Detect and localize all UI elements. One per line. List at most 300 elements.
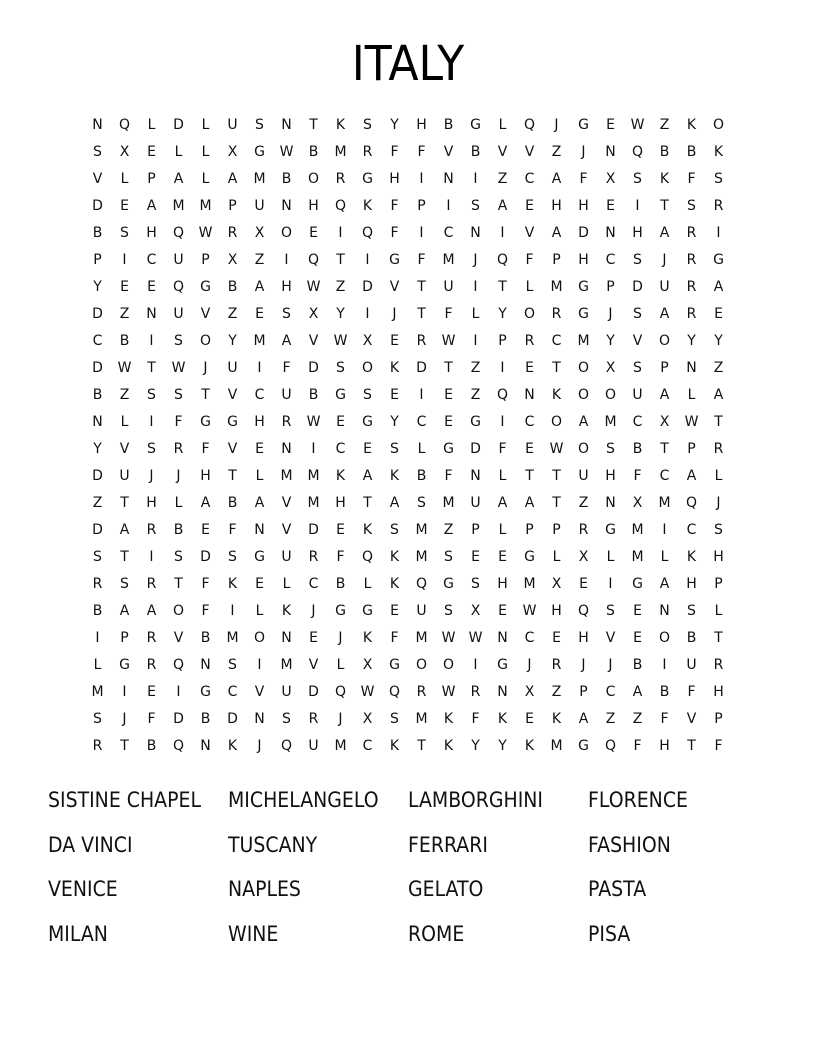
grid-letter: M (280, 657, 293, 673)
grid-letter: G (362, 171, 373, 187)
grid-letter: Q (172, 225, 185, 241)
grid-letter: O (523, 306, 536, 322)
grid-letter: B (200, 711, 211, 727)
grid-row (84, 463, 732, 490)
grid-letter: M (550, 279, 563, 295)
grid-letter: R (551, 306, 562, 322)
grid-letter: V (308, 333, 319, 349)
grid-letter: Z (227, 306, 238, 322)
grid-letter: P (552, 252, 561, 268)
grid-letter: B (146, 738, 157, 754)
grid-letter: H (578, 198, 589, 214)
grid-letter: A (146, 603, 157, 619)
grid-letter: Y (228, 333, 237, 349)
grid-letter: V (227, 441, 238, 457)
grid-letter: E (552, 630, 561, 646)
grid-letter: E (714, 306, 723, 322)
grid-letter: T (174, 576, 183, 592)
grid-letter: H (551, 198, 562, 214)
grid-row (84, 733, 732, 760)
grid-letter: G (200, 279, 211, 295)
grid-letter: G (200, 684, 211, 700)
grid-letter: D (227, 711, 238, 727)
grid-letter: I (500, 414, 505, 430)
grid-letter: S (147, 441, 156, 457)
grid-letter: F (201, 603, 210, 619)
grid-letter: J (554, 117, 559, 133)
grid-letter: B (308, 144, 319, 160)
grid-letter: R (713, 441, 724, 457)
grid-letter: R (551, 657, 562, 673)
grid-letter: S (390, 441, 399, 457)
grid-letter: L (687, 387, 696, 403)
grid-letter: B (92, 225, 103, 241)
grid-letter: N (254, 711, 265, 727)
grid-letter: L (606, 549, 615, 565)
grid-letter: F (417, 144, 426, 160)
grid-row (84, 166, 732, 193)
grid-letter: G (578, 306, 589, 322)
grid-letter: P (606, 279, 615, 295)
grid-letter: F (660, 711, 669, 727)
grid-letter: U (281, 549, 292, 565)
grid-letter: B (416, 468, 427, 484)
grid-letter: K (686, 117, 697, 133)
grid-letter: J (122, 711, 127, 727)
grid-letter: M (307, 468, 320, 484)
grid-letter: E (309, 225, 318, 241)
grid-letter: I (419, 225, 424, 241)
grid-letter: N (92, 414, 103, 430)
grid-letter: U (443, 279, 454, 295)
grid-letter: P (228, 198, 237, 214)
grid-letter: D (92, 360, 103, 376)
grid-letter: I (473, 279, 478, 295)
grid-row (84, 436, 732, 463)
grid-letter: D (92, 306, 103, 322)
grid-letter: N (200, 657, 211, 673)
grid-letter: V (632, 333, 643, 349)
grid-letter: N (281, 630, 292, 646)
grid-letter: Q (172, 657, 185, 673)
grid-letter: C (335, 441, 346, 457)
grid-letter: N (605, 495, 616, 511)
grid-letter: G (362, 603, 373, 619)
grid-letter: F (714, 738, 723, 754)
grid-letter: Y (687, 333, 696, 349)
grid-letter: O (604, 387, 617, 403)
grid-letter: C (632, 414, 643, 430)
grid-letter: T (552, 360, 561, 376)
grid-letter: E (255, 576, 264, 592)
grid-letter: X (362, 657, 373, 673)
grid-letter: K (281, 603, 292, 619)
grid-letter: Y (498, 738, 507, 754)
grid-letter: X (632, 495, 643, 511)
grid-letter: O (199, 333, 212, 349)
grid-letter: H (659, 738, 670, 754)
grid-row (84, 220, 732, 247)
grid-letter: M (91, 684, 104, 700)
grid-letter: A (632, 684, 643, 700)
grid-letter: N (524, 387, 535, 403)
grid-letter: A (362, 468, 373, 484)
grid-letter: L (120, 171, 129, 187)
grid-letter: M (631, 522, 644, 538)
grid-letter: H (389, 171, 400, 187)
grid-letter: W (171, 360, 186, 376)
grid-letter: S (120, 225, 129, 241)
grid-letter: T (498, 279, 507, 295)
grid-letter: V (524, 144, 535, 160)
grid-letter: F (633, 738, 642, 754)
grid-letter: L (336, 657, 345, 673)
grid-letter: D (308, 684, 319, 700)
grid-letter: E (390, 387, 399, 403)
grid-letter: N (92, 117, 103, 133)
grid-letter: W (306, 279, 321, 295)
grid-letter: H (551, 603, 562, 619)
grid-letter: T (363, 495, 372, 511)
grid-letter: S (363, 117, 372, 133)
grid-letter: J (716, 495, 721, 511)
grid-letter: R (146, 657, 157, 673)
grid-letter: N (686, 360, 697, 376)
grid-letter: B (632, 441, 643, 457)
grid-letter: O (280, 225, 293, 241)
grid-letter: S (147, 387, 156, 403)
grid-letter: T (228, 468, 237, 484)
grid-row (84, 706, 732, 733)
grid-letter: K (389, 576, 400, 592)
grid-letter: X (362, 711, 373, 727)
grid-letter: O (577, 360, 590, 376)
grid-letter: N (281, 117, 292, 133)
grid-letter: Z (335, 279, 346, 295)
grid-letter: E (606, 198, 615, 214)
grid-row (84, 328, 732, 355)
grid-letter: D (200, 549, 211, 565)
grid-letter: F (390, 198, 399, 214)
grid-letter: A (686, 468, 697, 484)
grid-letter: G (470, 117, 481, 133)
grid-letter: L (282, 576, 291, 592)
word-bank-item: FASHION (588, 832, 671, 857)
grid-letter: T (552, 495, 561, 511)
grid-letter: I (473, 657, 478, 673)
grid-letter: S (633, 252, 642, 268)
grid-letter: V (227, 387, 238, 403)
grid-row (84, 679, 732, 706)
grid-letter: P (417, 198, 426, 214)
grid-row (84, 409, 732, 436)
grid-letter: L (714, 468, 723, 484)
grid-letter: E (147, 144, 156, 160)
grid-letter: A (524, 495, 535, 511)
grid-letter: Q (280, 738, 293, 754)
grid-letter: F (282, 360, 291, 376)
grid-letter: G (389, 657, 400, 673)
grid-letter: U (659, 279, 670, 295)
grid-letter: B (308, 387, 319, 403)
grid-letter: D (92, 198, 103, 214)
grid-letter: Q (361, 549, 374, 565)
word-bank-row (48, 778, 788, 823)
grid-letter: B (200, 630, 211, 646)
word-bank-row (48, 912, 788, 957)
grid-letter: E (525, 198, 534, 214)
grid-letter: E (255, 306, 264, 322)
grid-letter: P (471, 522, 480, 538)
grid-letter: I (176, 684, 181, 700)
grid-letter: G (578, 117, 589, 133)
grid-letter: S (471, 576, 480, 592)
grid-letter: E (120, 279, 129, 295)
grid-row (84, 247, 732, 274)
grid-letter: O (172, 603, 185, 619)
grid-letter: S (255, 117, 264, 133)
grid-letter: S (444, 549, 453, 565)
grid-letter: G (254, 144, 265, 160)
grid-letter: I (365, 252, 370, 268)
grid-letter: N (605, 144, 616, 160)
grid-letter: S (174, 549, 183, 565)
grid-letter: V (497, 144, 508, 160)
grid-letter: J (311, 603, 316, 619)
grid-letter: Y (606, 333, 615, 349)
grid-letter: H (416, 117, 427, 133)
grid-letter: G (362, 414, 373, 430)
grid-letter: G (119, 657, 130, 673)
grid-letter: S (714, 522, 723, 538)
grid-letter: L (255, 603, 264, 619)
grid-letter: J (608, 306, 613, 322)
grid-letter: J (581, 144, 586, 160)
grid-letter: X (119, 144, 130, 160)
grid-letter: W (306, 414, 321, 430)
grid-letter: S (633, 360, 642, 376)
grid-letter: W (468, 630, 483, 646)
grid-letter: L (660, 549, 669, 565)
grid-letter: S (120, 576, 129, 592)
word-bank-row (48, 823, 788, 868)
grid-letter: J (338, 630, 343, 646)
grid-letter: C (254, 387, 265, 403)
grid-letter: L (714, 603, 723, 619)
grid-row (84, 544, 732, 571)
grid-letter: Y (390, 414, 399, 430)
grid-letter: Y (471, 738, 480, 754)
grid-letter: B (632, 657, 643, 673)
grid-letter: A (659, 576, 670, 592)
grid-letter: G (524, 549, 535, 565)
grid-letter: E (147, 279, 156, 295)
word-bank-item: FERRARI (408, 832, 488, 857)
grid-letter: Z (551, 144, 562, 160)
grid-letter: A (497, 198, 508, 214)
grid-letter: L (363, 576, 372, 592)
grid-letter: H (713, 684, 724, 700)
grid-letter: F (687, 684, 696, 700)
grid-letter: J (581, 657, 586, 673)
grid-letter: L (147, 117, 156, 133)
word-bank-item: MICHELANGELO (228, 788, 379, 813)
grid-letter: Q (685, 495, 698, 511)
grid-letter: G (578, 738, 589, 754)
grid-letter: W (441, 630, 456, 646)
grid-letter: M (415, 630, 428, 646)
grid-letter: L (498, 468, 507, 484)
grid-letter: M (253, 171, 266, 187)
grid-letter: Q (604, 738, 617, 754)
grid-letter: S (93, 144, 102, 160)
grid-letter: Y (93, 279, 102, 295)
grid-letter: T (336, 252, 345, 268)
grid-letter: L (174, 144, 183, 160)
grid-letter: Z (470, 387, 481, 403)
grid-letter: K (551, 711, 562, 727)
grid-letter: Z (713, 360, 724, 376)
grid-letter: K (713, 144, 724, 160)
grid-letter: T (417, 279, 426, 295)
grid-letter: V (686, 711, 697, 727)
grid-letter: S (93, 711, 102, 727)
grid-letter: U (416, 603, 427, 619)
grid-letter: K (389, 468, 400, 484)
grid-letter: S (444, 603, 453, 619)
grid-letter: C (308, 576, 319, 592)
grid-letter: O (577, 441, 590, 457)
grid-letter: P (93, 252, 102, 268)
grid-letter: R (173, 441, 184, 457)
grid-letter: S (282, 711, 291, 727)
grid-letter: X (308, 306, 319, 322)
grid-letter: J (338, 711, 343, 727)
grid-letter: G (713, 252, 724, 268)
grid-letter: C (92, 333, 103, 349)
grid-letter: Z (92, 495, 103, 511)
grid-letter: H (605, 468, 616, 484)
grid-letter: F (147, 711, 156, 727)
grid-letter: W (279, 144, 294, 160)
word-bank-item: PISA (588, 921, 631, 946)
grid-letter: A (713, 387, 724, 403)
grid-letter: M (604, 414, 617, 430)
grid-letter: Z (119, 306, 130, 322)
grid-letter: P (498, 333, 507, 349)
grid-letter: R (308, 549, 319, 565)
grid-letter: A (551, 225, 562, 241)
grid-letter: I (500, 360, 505, 376)
grid-letter: M (172, 198, 185, 214)
grid-letter: D (92, 522, 103, 538)
grid-letter: I (635, 198, 640, 214)
grid-letter: K (443, 711, 454, 727)
word-bank-row (48, 867, 788, 912)
grid-letter: R (713, 657, 724, 673)
grid-row (84, 355, 732, 382)
grid-row (84, 301, 732, 328)
grid-letter: I (500, 225, 505, 241)
grid-letter: U (281, 387, 292, 403)
grid-letter: O (253, 630, 266, 646)
grid-letter: R (686, 252, 697, 268)
grid-letter: A (551, 171, 562, 187)
grid-letter: D (308, 522, 319, 538)
grid-letter: W (522, 603, 537, 619)
word-bank-item: GELATO (408, 877, 484, 902)
word-bank (48, 778, 788, 956)
grid-letter: L (201, 144, 210, 160)
grid-letter: C (227, 684, 238, 700)
grid-letter: I (473, 171, 478, 187)
grid-letter: Q (415, 576, 428, 592)
grid-letter: F (201, 576, 210, 592)
grid-letter: G (578, 279, 589, 295)
grid-letter: N (470, 468, 481, 484)
grid-letter: I (230, 603, 235, 619)
grid-letter: T (417, 738, 426, 754)
grid-letter: L (498, 117, 507, 133)
grid-letter: Q (118, 117, 131, 133)
grid-letter: Q (496, 387, 509, 403)
grid-letter: S (363, 387, 372, 403)
grid-letter: B (92, 387, 103, 403)
grid-letter: T (417, 306, 426, 322)
grid-letter: C (605, 684, 616, 700)
grid-letter: B (281, 171, 292, 187)
grid-letter: E (201, 522, 210, 538)
grid-letter: E (255, 441, 264, 457)
grid-letter: A (254, 495, 265, 511)
grid-letter: S (336, 360, 345, 376)
grid-letter: E (525, 360, 534, 376)
grid-letter: V (443, 144, 454, 160)
grid-letter: Q (361, 225, 374, 241)
grid-letter: K (362, 198, 373, 214)
grid-letter: L (525, 279, 534, 295)
grid-letter: N (659, 603, 670, 619)
word-search-grid (84, 112, 732, 760)
grid-letter: N (470, 225, 481, 241)
grid-letter: Z (551, 684, 562, 700)
grid-letter: L (498, 522, 507, 538)
grid-letter: U (173, 252, 184, 268)
grid-letter: C (416, 414, 427, 430)
grid-letter: V (254, 684, 265, 700)
grid-letter: E (444, 414, 453, 430)
word-bank-item: PASTA (588, 877, 647, 902)
grid-letter: G (335, 603, 346, 619)
grid-letter: X (227, 144, 238, 160)
grid-letter: M (334, 738, 347, 754)
grid-letter: B (173, 522, 184, 538)
grid-letter: E (498, 603, 507, 619)
grid-letter: G (497, 657, 508, 673)
grid-letter: P (660, 360, 669, 376)
grid-letter: S (93, 549, 102, 565)
grid-letter: B (686, 144, 697, 160)
grid-letter: A (200, 495, 211, 511)
grid-letter: A (173, 171, 184, 187)
grid-letter: R (146, 630, 157, 646)
grid-letter: P (201, 252, 210, 268)
grid-letter: M (334, 144, 347, 160)
grid-letter: K (389, 549, 400, 565)
grid-letter: I (257, 657, 262, 673)
grid-letter: W (630, 117, 645, 133)
grid-letter: G (605, 522, 616, 538)
